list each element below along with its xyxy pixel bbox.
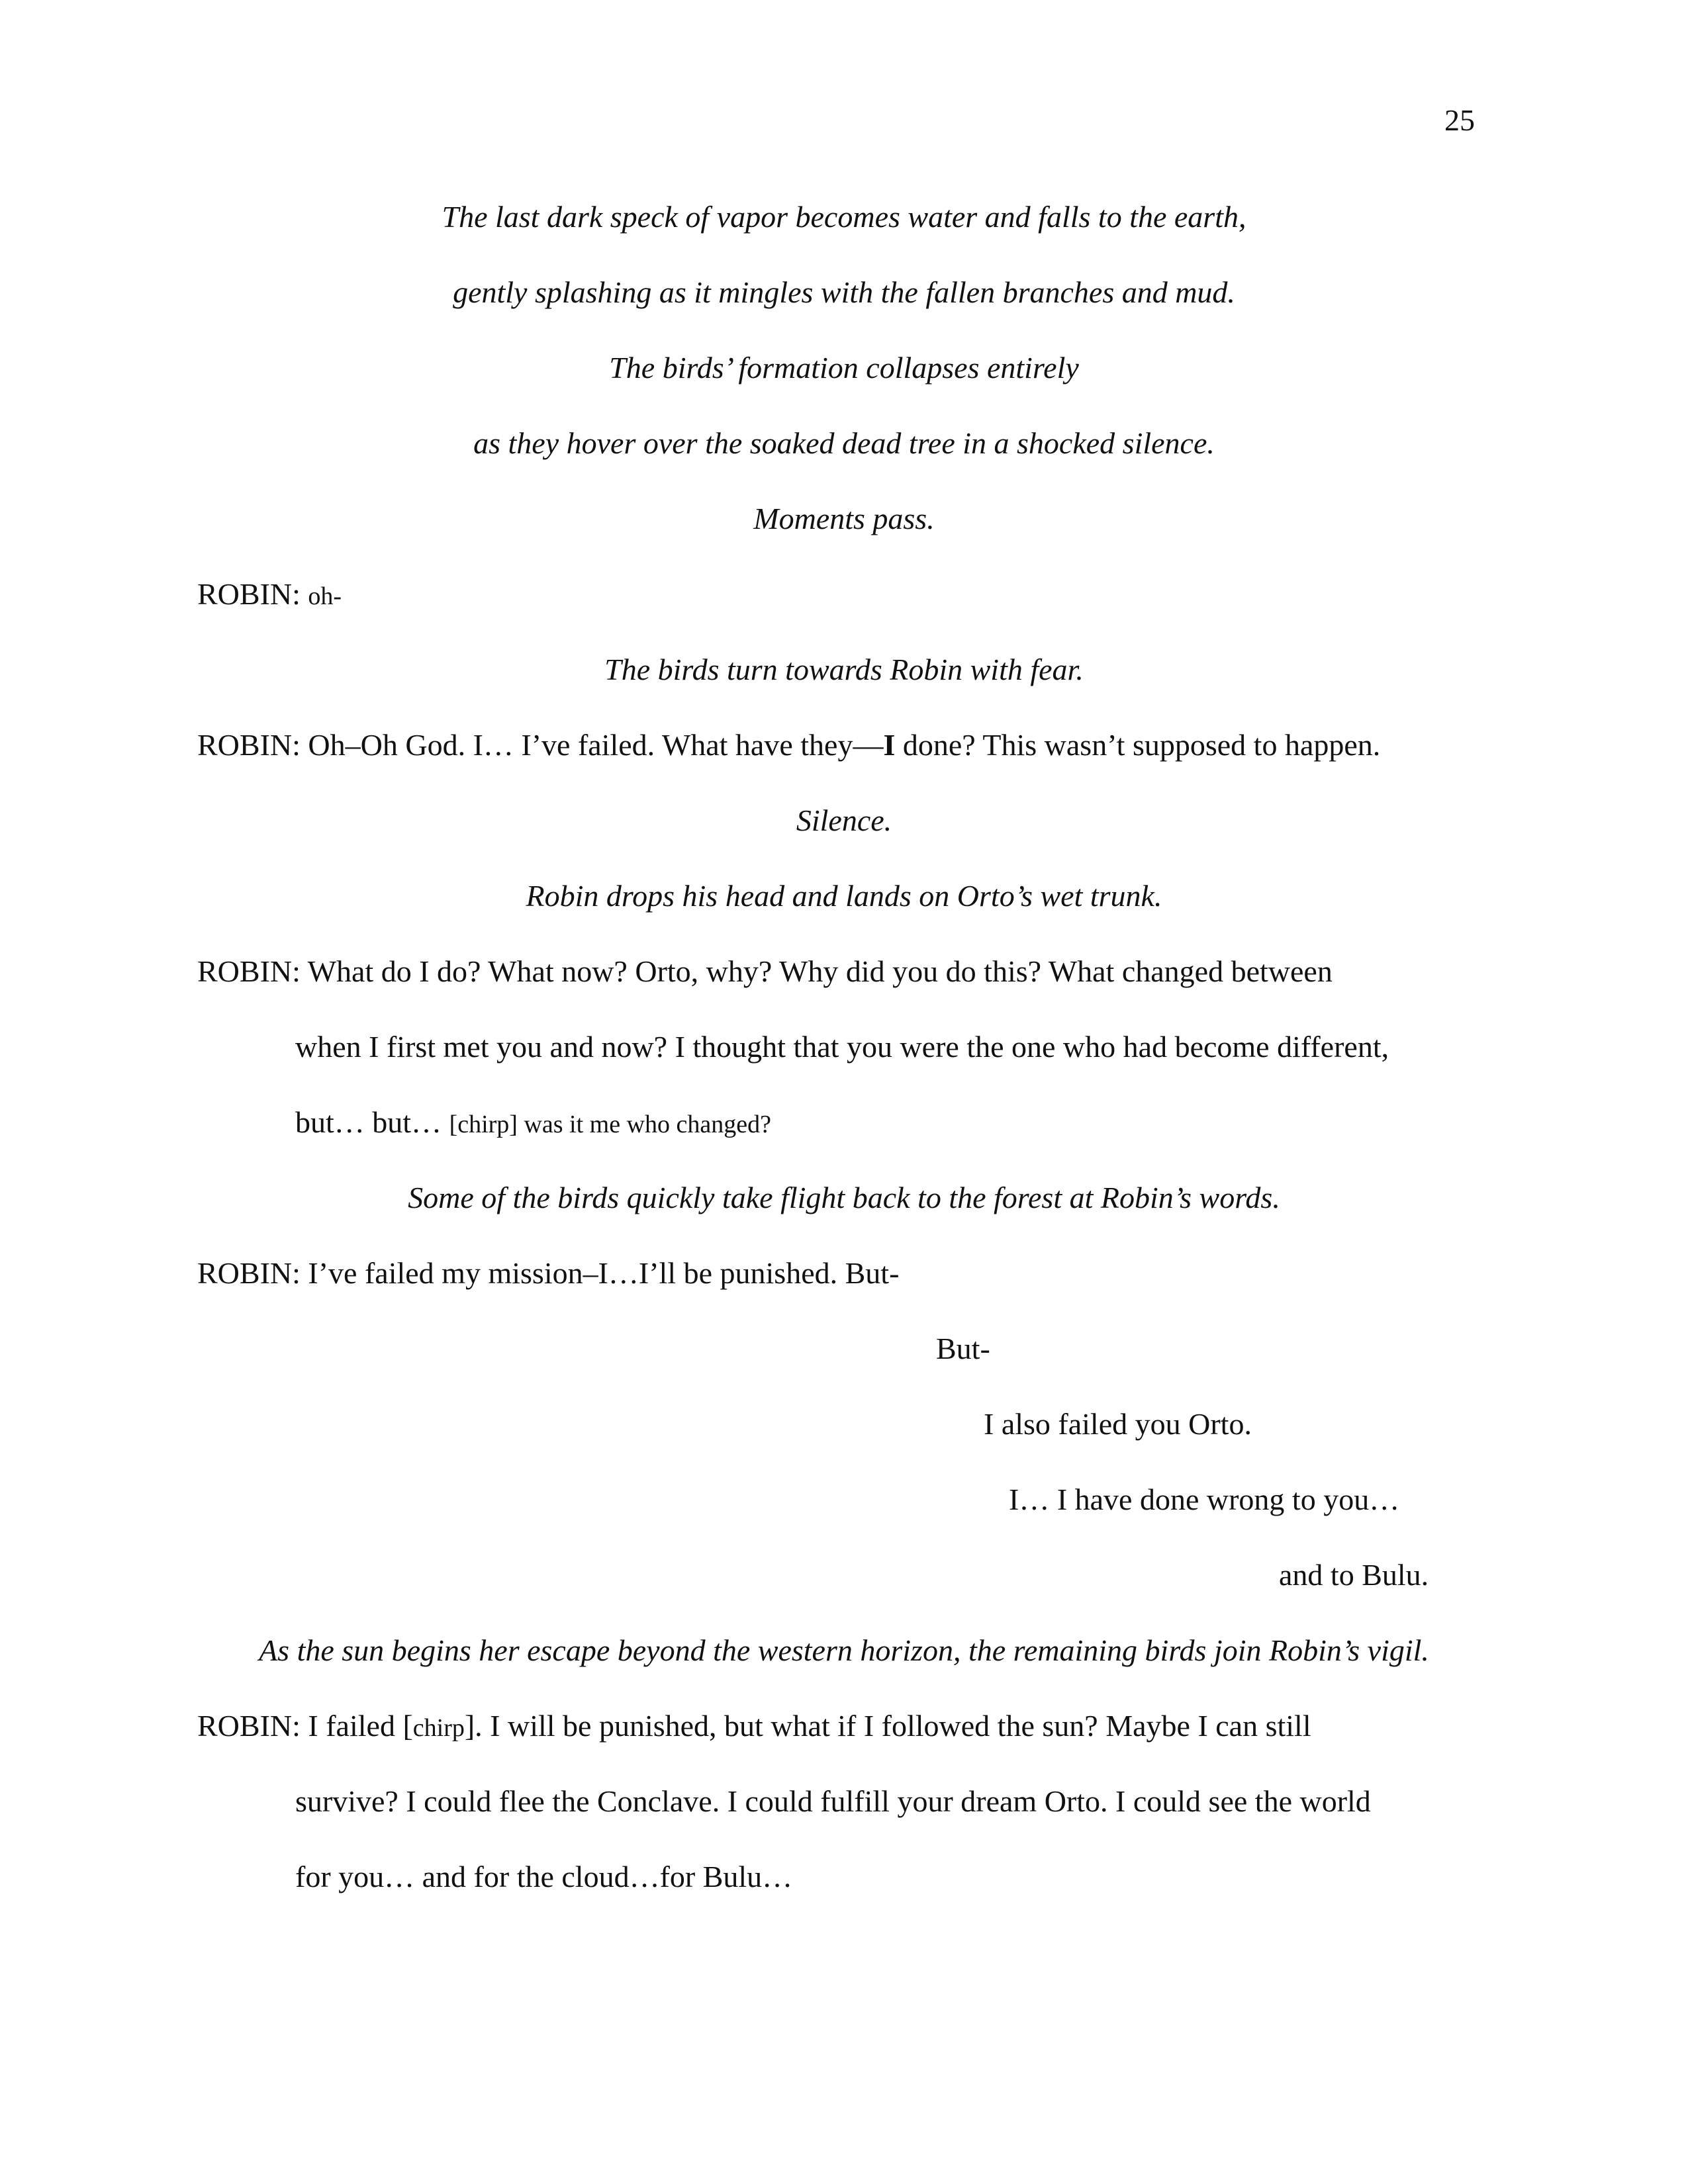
stage-direction-line: The birds’ formation collapses entirely bbox=[609, 351, 1079, 385]
stage-direction-line: as they hover over the soaked dead tree in a shocked silence. bbox=[473, 426, 1215, 460]
dialogue-line bbox=[197, 1253, 899, 1293]
speaker-name: ROBIN: bbox=[197, 1709, 301, 1743]
cascade-line: But- bbox=[936, 1332, 990, 1365]
dialogue-emphasis: I bbox=[883, 728, 896, 762]
stage-direction-line: Silence. bbox=[796, 803, 892, 837]
dialogue-line bbox=[197, 1706, 1311, 1748]
dialogue-text: I failed [ bbox=[308, 1709, 413, 1743]
dialogue-text: Oh–Oh God. I… I’ve failed. What have they— bbox=[308, 728, 884, 762]
dialogue-line bbox=[197, 574, 342, 616]
speaker-name: ROBIN: bbox=[197, 954, 301, 988]
stage-direction-line: gently splashing as it mingles with the fallen branches and mud. bbox=[453, 275, 1235, 309]
dialogue-continuation: when I first met you and now? I thought that you were the one who had become different, bbox=[295, 1030, 1389, 1064]
stage-direction-line: Some of the birds quickly take flight back to the forest at Robin’s words. bbox=[408, 1181, 1280, 1214]
dialogue-text: oh- bbox=[308, 582, 342, 610]
speaker-name: ROBIN: bbox=[197, 577, 301, 611]
dialogue-continuation bbox=[295, 1103, 771, 1144]
dialogue-aside: chirp bbox=[412, 1714, 465, 1742]
dialogue-text: ]. I will be punished, but what if I followed the sun? Maybe I can still bbox=[464, 1709, 1311, 1743]
speaker-name: ROBIN: bbox=[197, 728, 301, 762]
dialogue-text: I’ve failed my mission–I…I’ll be punished. But- bbox=[308, 1256, 900, 1290]
page-number: 25 bbox=[1444, 103, 1475, 137]
cascade-line: I… I have done wrong to you… bbox=[1009, 1482, 1400, 1516]
dialogue-line bbox=[197, 952, 1333, 991]
dialogue-text: but… but… bbox=[295, 1105, 449, 1139]
stage-direction-line: The last dark speck of vapor becomes water and falls to the earth, bbox=[442, 200, 1246, 234]
dialogue-aside: [chirp] was it me who changed? bbox=[449, 1111, 771, 1138]
dialogue-line bbox=[197, 725, 1380, 765]
speaker-name: ROBIN: bbox=[197, 1256, 301, 1290]
cascade-line: I also failed you Orto. bbox=[984, 1407, 1252, 1441]
dialogue-continuation: survive? I could flee the Conclave. I could fulfill your dream Orto. I could see the world bbox=[295, 1784, 1371, 1818]
stage-direction-line: As the sun begins her escape beyond the western horizon, the remaining birds join Robin’s vigil. bbox=[259, 1633, 1429, 1667]
stage-direction-line: Moments pass. bbox=[753, 502, 935, 535]
dialogue-continuation: for you… and for the cloud…for Bulu… bbox=[295, 1860, 793, 1893]
dialogue-text: done? This wasn’t supposed to happen. bbox=[895, 728, 1381, 762]
stage-direction-line: The birds turn towards Robin with fear. bbox=[604, 653, 1084, 686]
stage-direction-line: Robin drops his head and lands on Orto’s wet trunk. bbox=[526, 879, 1162, 913]
dialogue-text: What do I do? What now? Orto, why? Why did you do this? What changed between bbox=[307, 954, 1333, 988]
cascade-line: and to Bulu. bbox=[1279, 1558, 1429, 1592]
